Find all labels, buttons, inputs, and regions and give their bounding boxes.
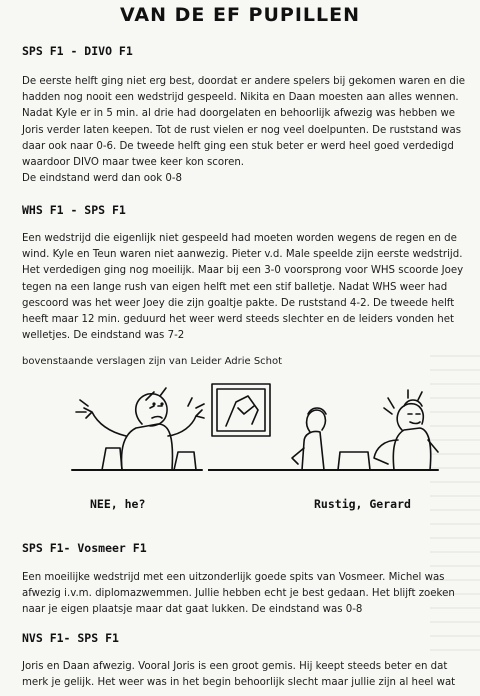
cartoon-tv-room-illustration bbox=[208, 378, 440, 490]
match-report-3: Een moeilijke wedstrijd met een uitzonderlijk goede spits van Vosmeer. Michel was afwezig i.v.m. diplomazwemmen. Jullie hebben echt je best gedaan. Het blijft zoeken naar je eigen plaatsje maar dat gaat lukken. De eindstand was 0-8 bbox=[22, 572, 455, 616]
match-report-1: De eerste helft ging niet erg best, doordat er andere spelers bij gekomen waren en die hadden nog nooit een wedstrijd gespeeld. Nikita en Daan moesten aan alles wennen. Nadat Kyle er in 5 min. al drie had doorgelaten en behoorlijk afwezig was hebben we Joris verder laten keepen. Tot de rust vielen er nog veel doelpunten. De ruststand was daar ook naar 0-6. De tweede helft ging een stuk beter er werd heel goed verdedigd waardoor DIVO maar twee keer kon scoren. De eindstand werd dan ook 0-8 bbox=[22, 76, 465, 185]
match-heading-4: NVS F1- SPS F1 bbox=[22, 631, 119, 645]
cartoon-caption-right: Rustig, Gerard bbox=[314, 497, 411, 511]
cartoon-angry-man-illustration bbox=[62, 378, 212, 490]
match-heading-1: SPS F1 - DIVO F1 bbox=[22, 44, 133, 58]
cartoon-caption-left: NEE, he? bbox=[90, 497, 146, 511]
match-report-2: Een wedstrijd die eigenlijk niet gespeeld had moeten worden wegens de regen en de wind. Kyle en Teun waren niet aanwezig. Pieter v.d. Male speelde zijn eerste wedstrijd. Het verdedigen ging nog moeilijk. Maar bij een 3-0 voorsprong voor WHS scoorde Joey tegen na een lange rush van eigen helft met een stif balletje. Nadat WHS weer had gescoord was het weer Joey die zijn goaltje pakte. De ruststand 4-2. De tweede helft heeft maar 12 min. geduurd het weer werd steeds slechter en de leiders vonden het welletjes. De eindstand was 7-2 bbox=[22, 233, 464, 342]
match-heading-3: SPS F1- Vosmeer F1 bbox=[22, 541, 147, 555]
match-heading-2: WHS F1 - SPS F1 bbox=[22, 203, 126, 217]
match-report-4: Joris en Daan afwezig. Vooral Joris is een groot gemis. Hij keept steeds beter en dat merk je gelijk. Het weer was in het begin behoorlijk slecht maar jullie zijn al heel wat bbox=[22, 661, 456, 689]
page-title: VAN DE EF PUPILLEN bbox=[119, 4, 361, 26]
credit-line: bovenstaande verslagen zijn van Leider Adrie Schot bbox=[22, 356, 283, 367]
